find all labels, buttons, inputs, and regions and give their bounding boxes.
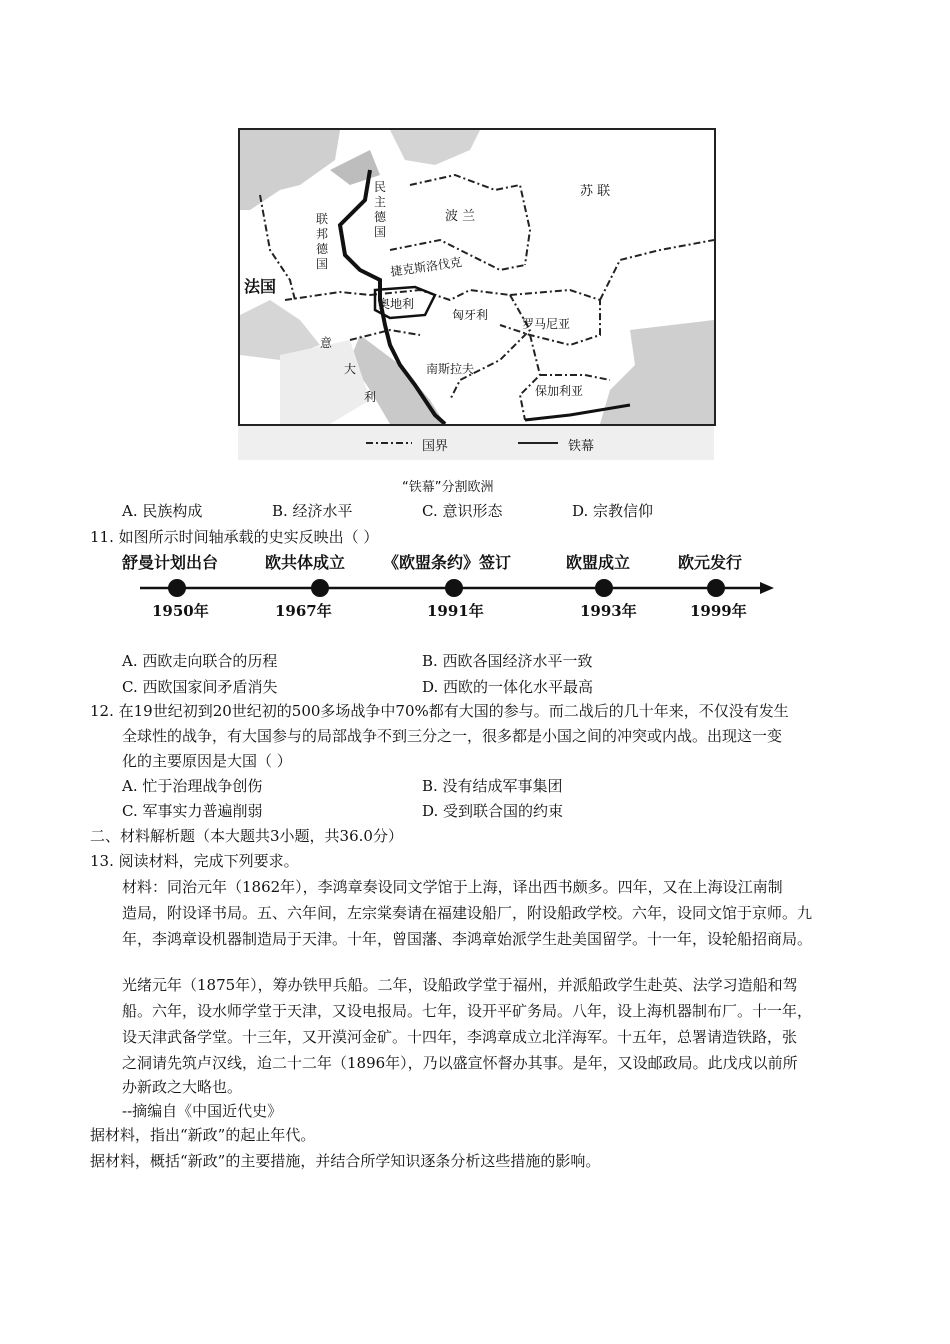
q13-material-line: 光绪元年（1875年），筹办铁甲兵船。二年，设船政学堂于福州，并派船政学生赴英、法学习造船和驾 (122, 976, 798, 994)
legend-symbols (238, 426, 714, 460)
north-sea (240, 130, 340, 210)
legend-border-label: 国界 (422, 439, 449, 454)
label-bulgaria: 保加利亚 (535, 384, 584, 398)
eu-timeline (110, 548, 790, 628)
q12-option-b[interactable]: B. 没有结成军事集团 (422, 777, 563, 795)
q11-option-d[interactable]: D. 西欧的一体化水平最高 (422, 678, 594, 696)
section-heading: 二、材料解析题（本大题共3小题，共36.0分） (90, 827, 403, 845)
timeline-event-label: 欧元发行 (678, 553, 743, 572)
timeline-event-label: 舒曼计划出台 (122, 553, 219, 572)
q11-option-b[interactable]: B. 西欧各国经济水平一致 (422, 652, 593, 670)
timeline-event-label: 欧共体成立 (265, 553, 346, 572)
q10-option-b[interactable]: B. 经济水平 (272, 502, 353, 520)
map-legend (238, 426, 714, 460)
label-italy-1: 意 (320, 336, 333, 350)
q13-material-line: 设天津武备学堂。十三年，又开漠河金矿。十四年，李鸿章成立北洋海军。十五年，总署请造铁路，张 (122, 1028, 798, 1046)
timeline-year: 1993年 (580, 602, 637, 620)
q10-option-d[interactable]: D. 宗教信仰 (572, 502, 654, 520)
denmark (330, 150, 380, 185)
label-yugoslavia: 南斯拉夫 (426, 362, 475, 376)
q12-option-c[interactable]: C. 军事实力普遍削弱 (122, 802, 263, 820)
q11-stem: 11. 如图所示时间轴承载的史实反映出（ ） (90, 528, 379, 546)
q13-material-line: 材料：同治元年（1862年），李鸿章奏设同文学馆于上海，译出西书颇多。四年，又在上海设江南制 (122, 878, 783, 896)
q12-option-a[interactable]: A. 忙于治理战争创伤 (122, 777, 263, 795)
q12-option-d[interactable]: D. 受到联合国的约束 (422, 802, 564, 820)
q13-question-1: 据材料，指出“新政”的起止年代。 (90, 1126, 316, 1144)
label-ussr: 苏 联 (580, 184, 611, 199)
label-italy-2: 大 (344, 362, 357, 376)
q10-option-c[interactable]: C. 意识形态 (422, 502, 503, 520)
timeline-year: 1991年 (427, 602, 484, 620)
label-czechoslovakia: 捷克斯洛伐克 (389, 255, 463, 279)
q13-question-2: 据材料，概括“新政”的主要措施，并结合所学知识逐条分析这些措施的影响。 (90, 1152, 601, 1170)
q11-option-a[interactable]: A. 西欧走向联合的历程 (122, 652, 278, 670)
q13-material-line: 船。六年，设水师学堂于天津，又设电报局。七年，设开平矿务局。八年，设上海机器制布厂。十一年， (122, 1002, 813, 1020)
label-france: 法国 (244, 277, 277, 296)
iron-curtain-map (238, 128, 716, 426)
label-poland: 波 兰 (445, 209, 476, 224)
map-caption: “铁幕”分割欧洲 (402, 480, 494, 495)
timeline-event-label: 《欧盟条约》签订 (383, 553, 512, 572)
label-austria: 奥地利 (378, 297, 415, 311)
label-gdr: 民主德国 (374, 180, 387, 239)
q13-material-line: 办新政之大略也。 (122, 1078, 243, 1096)
timeline-year: 1950年 (152, 602, 209, 620)
q12-stem-line-3: 化的主要原因是大国（ ） (122, 752, 292, 770)
q12-stem-line-1: 12. 在19世纪初到20世纪初的500多场战争中70%都有大国的参与。而二战后的几十年来，不仅没有发生 (90, 702, 789, 720)
label-frg: 联邦德国 (316, 212, 329, 271)
q12-stem-line-2: 全球性的战争，有大国参与的局部战争不到三分之一，很多都是小国之间的冲突或内战。出现这一变 (122, 727, 783, 745)
label-italy-3: 利 (364, 390, 377, 404)
timeline-year: 1999年 (690, 602, 747, 620)
q13-material-line: 年，李鸿章设机器制造局于天津。十年，曾国藩、李鸿章始派学生赴美国留学。十一年，设轮船招商局。 (122, 930, 813, 948)
legend-curtain-label: 铁幕 (568, 439, 595, 454)
timeline-event-label: 欧盟成立 (566, 553, 631, 572)
label-hungary: 匈牙利 (452, 308, 489, 322)
q11-option-c[interactable]: C. 西欧国家间矛盾消失 (122, 678, 278, 696)
q13-stem: 13. 阅读材料，完成下列要求。 (90, 852, 299, 870)
timeline-year: 1967年 (275, 602, 332, 620)
q10-option-a[interactable]: A. 民族构成 (122, 502, 203, 520)
q13-material-line: 之洞请先筑卢汉线，迨二十二年（1896年），乃以盛宣怀督办其事。是年，又设邮政局。此戊戌以前所 (122, 1054, 798, 1072)
q13-source: --摘编自《中国近代史》 (122, 1102, 283, 1120)
label-romania: 罗马尼亚 (522, 317, 571, 331)
baltic-sea (390, 130, 480, 165)
q13-material-line: 造局，附设译书局。五、六年间，左宗棠奏请在福建设船厂，附设船政学校。六年，设同文馆于京师。九 (122, 904, 813, 922)
map-drawing (240, 130, 714, 424)
